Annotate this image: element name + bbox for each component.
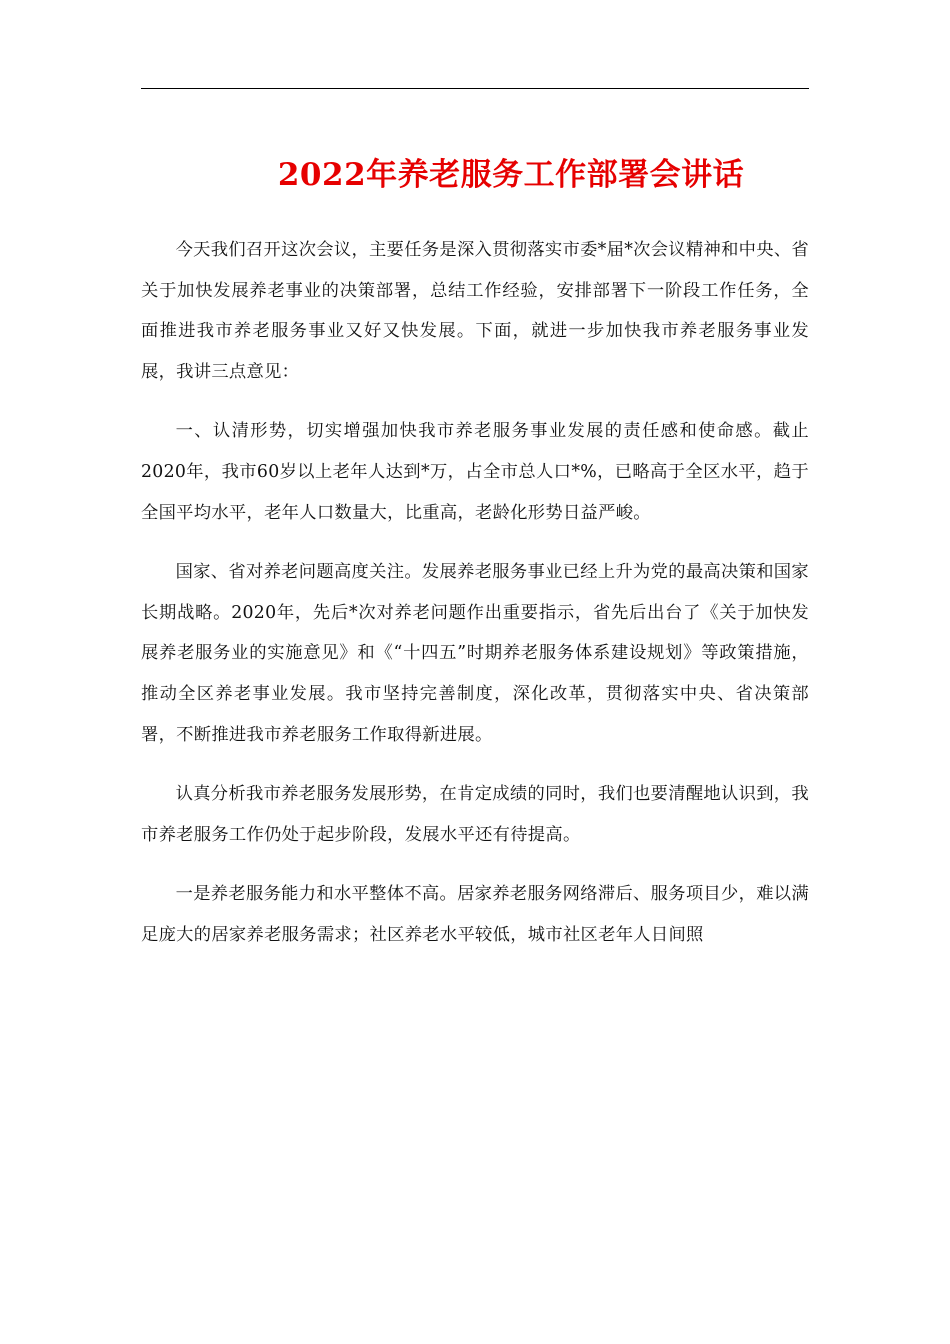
paragraph-intro: 今天我们召开这次会议，主要任务是深入贯彻落实市委*届*次会议精神和中央、省关于加快发展养老事业的决策部署，总结工作经验，安排部署下一阶段工作任务，全面推进我市养老服务事业又好又快发展。下面，就进一步加快我市养老服务事业发展，我讲三点意见： — [141, 240, 809, 382]
paragraph-policy: 国家、省对养老问题高度关注。发展养老服务事业已经上升为党的最高决策和国家长期战略。2020年，先后*次对养老问题作出重要指示，省先后出台了《关于加快发展养老服务业的实施意见》和《“十四五”时期养老服务体系建设规划》等政策措施，推动全区养老事业发展。我市坚持完善制度，深化改革，贯彻落实中央、省决策部署，不断推进我市养老服务工作取得新进展。 — [141, 562, 809, 745]
header-rule — [141, 88, 809, 89]
document-body — [141, 230, 809, 975]
paragraph-analysis: 认真分析我市养老服务发展形势，在肯定成绩的同时，我们也要清醒地认识到，我市养老服务工作仍处于起步阶段，发展水平还有待提高。 — [141, 784, 809, 845]
document-title: 2022年养老服务工作部署会讲话 — [277, 156, 745, 193]
paragraph-point-one: 一是养老服务能力和水平整体不高。居家养老服务网络滞后、服务项目少，难以满足庞大的居家养老服务需求；社区养老水平较低，城市社区老年人日间照 — [141, 884, 809, 945]
paragraph-section-one: 一、认清形势，切实增强加快我市养老服务事业发展的责任感和使命感。截止2020年，我市60岁以上老年人达到*万，占全市总人口*%，已略高于全区水平，趋于全国平均水平，老年人口数量大，比重高，老龄化形势日益严峻。 — [141, 421, 809, 523]
